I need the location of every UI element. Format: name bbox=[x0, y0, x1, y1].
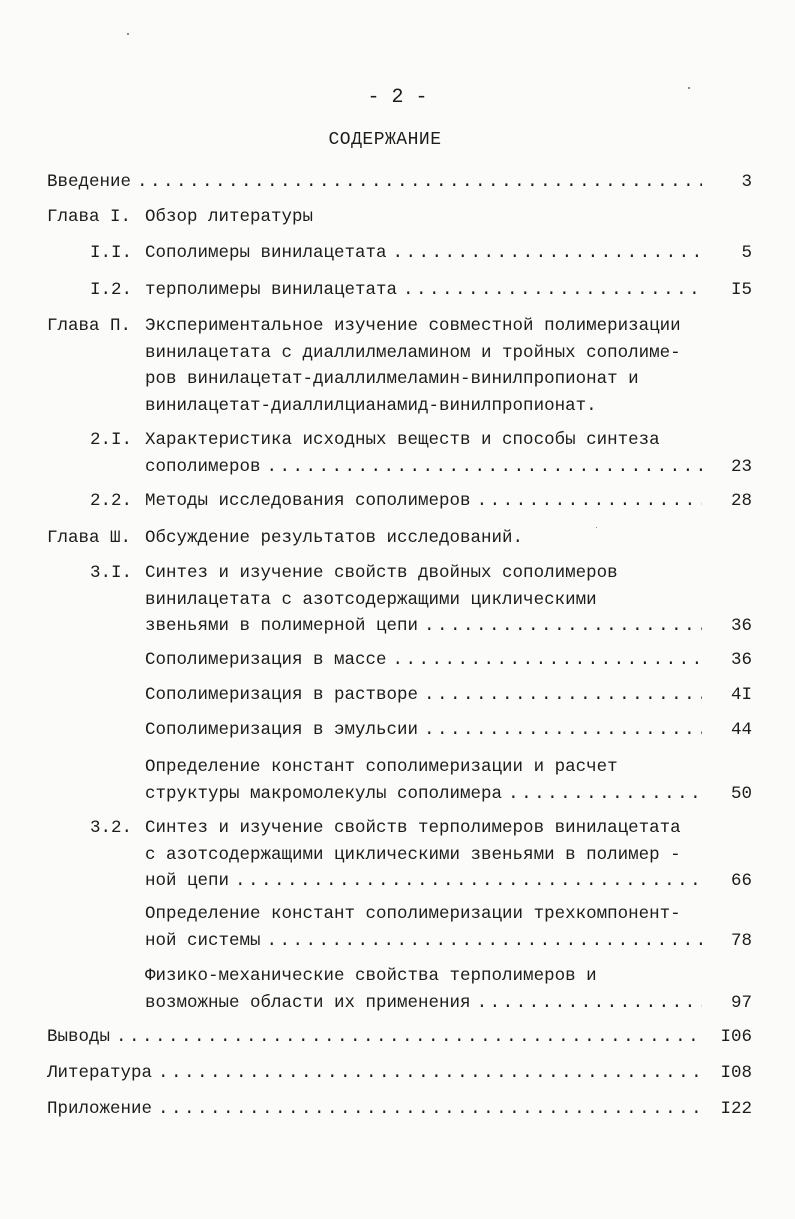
toc-entry bbox=[47, 720, 752, 747]
dot-leader bbox=[403, 280, 702, 300]
dot-leader bbox=[477, 491, 702, 511]
toc-entry-text: винилацетат-диаллилцианамид-винилпропионат. bbox=[145, 395, 597, 416]
dot-leader bbox=[267, 457, 702, 477]
toc-entry-text: Сополимеризация в эмульсии bbox=[145, 720, 419, 740]
toc-entry-text: Физико-механические свойства терполимеров и bbox=[145, 966, 597, 986]
toc-entry-page: 36 bbox=[730, 650, 752, 670]
toc-entry-page: 97 bbox=[730, 992, 752, 1013]
toc-entry bbox=[47, 904, 752, 957]
toc-entry-text: сополимеров bbox=[145, 456, 261, 477]
dot-leader bbox=[158, 1099, 702, 1119]
toc-entry-text: Введение bbox=[47, 172, 132, 192]
toc-entry bbox=[47, 757, 752, 810]
toc-entry-label: Глава П. bbox=[47, 316, 132, 336]
dot-leader bbox=[508, 784, 702, 804]
toc-entry-text: винилацетата с диаллилмеламином и тройных сополиме- bbox=[145, 342, 681, 363]
speck bbox=[688, 87, 690, 89]
toc-entry-page: I06 bbox=[720, 1027, 752, 1047]
toc-entry-text: винилацетата с азотсодержащими циклическими bbox=[145, 589, 597, 610]
toc-entry bbox=[47, 430, 752, 483]
toc-entry-page: 23 bbox=[730, 456, 752, 477]
toc-entry-page: I5 bbox=[730, 280, 752, 300]
toc-entry-text: Определение констант сополимеризации и расчет bbox=[145, 757, 618, 777]
toc-entry-page: 44 bbox=[730, 720, 752, 740]
toc-entry bbox=[47, 966, 752, 1019]
toc-entry-text: Обсуждение результатов исследований. bbox=[145, 528, 524, 548]
dot-leader bbox=[116, 1027, 702, 1047]
toc-entry-page: I22 bbox=[720, 1099, 752, 1119]
toc-entry-text: Выводы bbox=[47, 1027, 111, 1047]
toc-entry bbox=[47, 491, 752, 518]
toc-entry-page: 66 bbox=[730, 871, 752, 891]
toc-entry bbox=[47, 1063, 752, 1090]
toc-entry-text: Определение констант сополимеризации трехкомпонент- bbox=[145, 904, 681, 924]
toc-entry bbox=[47, 818, 752, 898]
toc-entry-label: 2.I. bbox=[89, 430, 132, 450]
toc-entry-text: Литература bbox=[47, 1063, 153, 1083]
toc-entry-text: возможные области их применения bbox=[145, 992, 471, 1013]
toc-entry bbox=[47, 243, 752, 270]
toc-entry bbox=[47, 316, 752, 422]
toc-entry-label: 3.2. bbox=[89, 818, 132, 838]
toc-entry bbox=[47, 528, 752, 555]
toc-entry-text: Сополимеры винилацетата bbox=[145, 243, 387, 263]
toc-entry-page: 5 bbox=[741, 243, 752, 263]
toc-entry-text: с азотсодержащими циклическими звеньями в полимер - bbox=[145, 844, 681, 865]
toc-entry-label: 3.I. bbox=[89, 563, 132, 583]
toc-entry-text: Обзор литературы bbox=[145, 207, 314, 227]
toc-entry bbox=[47, 1099, 752, 1126]
dot-leader bbox=[137, 172, 702, 192]
toc-entry-text: Синтез и изучение свойств терполимеров винилацетата bbox=[145, 818, 681, 838]
toc-entry-text: Характеристика исходных веществ и способы синтеза bbox=[145, 430, 660, 450]
toc-entry-text: ров винилацетат-диаллилмеламин-винилпропионат и bbox=[145, 369, 639, 389]
toc-entry-text: звеньями в полимерной цепи bbox=[145, 616, 419, 636]
toc-entry-text: структуры макромолекулы сополимера bbox=[145, 783, 503, 804]
toc-entry-label: Глава Ш. bbox=[47, 528, 132, 548]
dot-leader bbox=[424, 720, 702, 740]
toc-entry bbox=[47, 650, 752, 677]
toc-entry bbox=[47, 563, 752, 643]
speck bbox=[596, 527, 597, 528]
page-title: СОДЕРЖАНИЕ bbox=[328, 130, 442, 150]
toc-entry-page: 50 bbox=[730, 783, 752, 804]
toc-entry-label: I.I. bbox=[89, 243, 132, 263]
toc-entry-label: Глава I. bbox=[47, 207, 132, 227]
page-number: - 2 - bbox=[367, 86, 428, 109]
dot-leader bbox=[477, 993, 702, 1013]
toc-entry-text: терполимеры винилацетата bbox=[145, 280, 398, 300]
toc-entry-text: Приложение bbox=[47, 1099, 153, 1119]
toc-entry bbox=[47, 1027, 752, 1054]
toc-entry-page: 28 bbox=[730, 491, 752, 511]
dot-leader bbox=[393, 243, 702, 263]
dot-leader bbox=[235, 871, 702, 891]
toc-entry bbox=[47, 685, 752, 712]
toc-entry-page: 78 bbox=[730, 930, 752, 951]
toc-entry-page: 4I bbox=[730, 685, 752, 705]
dot-leader bbox=[424, 685, 702, 705]
toc-entry-text: ной системы bbox=[145, 930, 261, 951]
toc-entry-text: Сополимеризация в растворе bbox=[145, 685, 419, 705]
toc-entry-page: I08 bbox=[720, 1063, 752, 1083]
toc-entry bbox=[47, 172, 752, 199]
toc-entry-label: I.2. bbox=[89, 280, 132, 300]
toc-entry-text: ной цепи bbox=[145, 871, 230, 891]
toc-entry bbox=[47, 280, 752, 307]
toc-entry-page: 36 bbox=[730, 616, 752, 636]
toc-entry-text: Сополимеризация в массе bbox=[145, 650, 387, 670]
dot-leader bbox=[267, 931, 702, 951]
speck bbox=[127, 33, 129, 35]
toc-entry-text: Экспериментальное изучение совместной полимеризации bbox=[145, 316, 681, 336]
toc-entry bbox=[47, 207, 752, 234]
toc-entry-label: 2.2. bbox=[89, 491, 132, 511]
toc-entry-text: Методы исследования сополимеров bbox=[145, 491, 471, 511]
toc-entry-page: 3 bbox=[741, 172, 752, 192]
dot-leader bbox=[424, 616, 702, 636]
toc-entry-text: Синтез и изучение свойств двойных сополимеров bbox=[145, 563, 618, 583]
dot-leader bbox=[158, 1063, 702, 1083]
dot-leader bbox=[393, 650, 702, 670]
